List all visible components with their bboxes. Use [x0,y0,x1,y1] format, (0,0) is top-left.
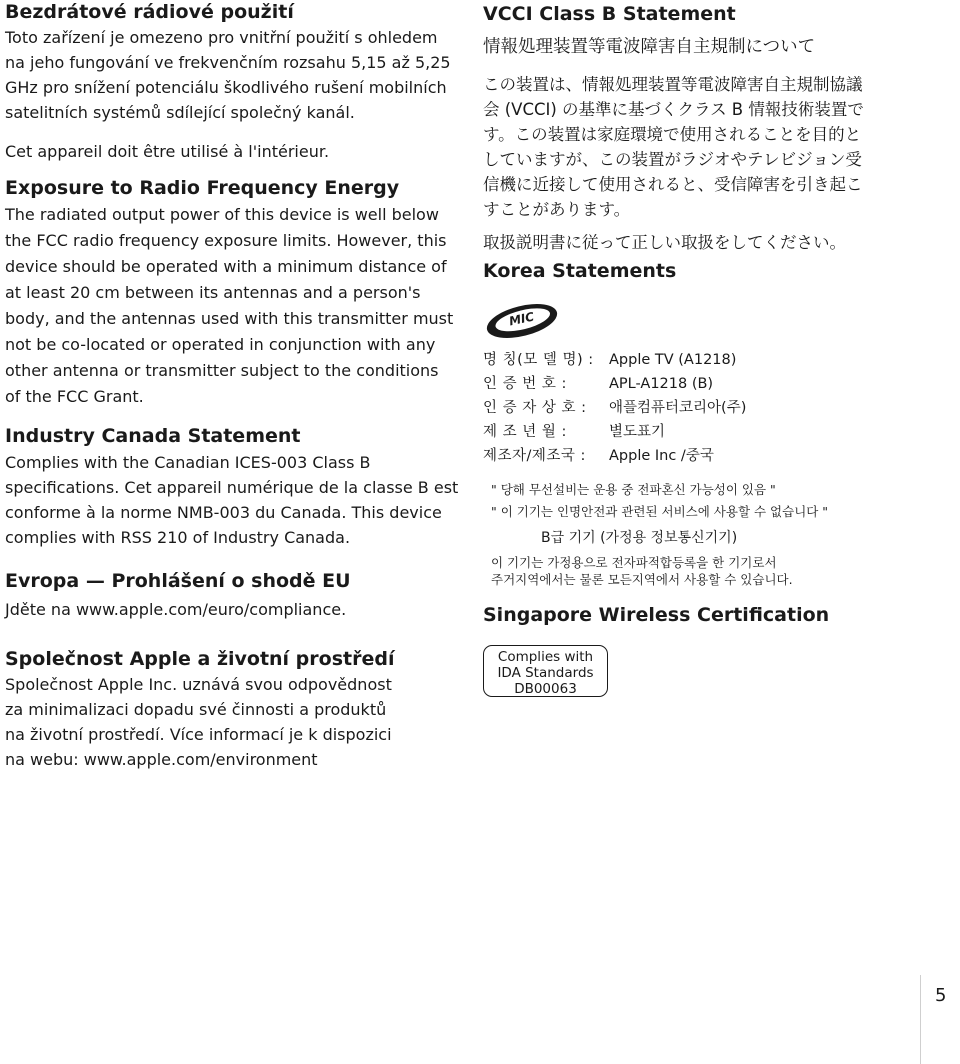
europe-line: Jděte na www.apple.com/euro/compliance. [5,600,347,619]
korea-class-title: B급 기기 (가정용 정보통신기기) [541,530,738,546]
korea-row [483,396,943,420]
environment-line: na životní prostředí. Více informací je k dispozici [5,725,392,744]
vcci-line: 会 (VCCI) の基準に基づくクラス B 情報技術装置で [483,100,864,119]
radio-french-line: Cet appareil doit être utilisé à l'intérieur. [5,142,330,161]
vcci-line: この装置は、情報処理装置等電波障害自主規制協議 [483,75,863,94]
ida-badge-line: DB00063 [514,681,577,697]
vcci-line: す。この装置は家庭環境で使用されることを目的と [483,125,862,144]
korea-row [483,348,943,372]
environment-section [5,647,460,772]
canada-section [5,424,460,550]
korea-class-line: 이 기기는 가정용으로 전자파적합등록을 한 기기로서 [491,555,777,570]
vcci-note: 取扱説明書に従って正しい取扱をしてください。 [483,233,846,252]
page-number-tab [920,975,960,1064]
exposure-line: other antenna or transmitter subject to the conditions [5,361,439,380]
mic-logo-text: MIC [507,309,536,329]
page-number: 5 [935,985,947,1006]
exposure-heading: Exposure to Radio Frequency Energy [5,177,400,199]
korea-row-value: APL-A1218 (B) [609,376,714,392]
korea-row-value: 별도표기 [609,424,666,440]
vcci-section [483,2,943,255]
exposure-section [5,176,460,410]
korea-row-label: 인 증 자 상 호 : [483,400,587,416]
korea-row-label: 제조자/제조국 : [483,448,586,464]
canada-heading: Industry Canada Statement [5,425,301,447]
vcci-line: していますが、この装置がラジオやテレビジョン受 [483,150,862,169]
europe-heading: Evropa — Prohlášení o shodě EU [5,570,351,592]
singapore-section [483,603,943,627]
singapore-heading: Singapore Wireless Certification [483,604,830,626]
korea-heading: Korea Statements [483,260,677,282]
korea-class-line: 주거지역에서는 물론 모든지역에서 사용할 수 있습니다. [491,572,793,587]
korea-row-value: Apple TV (A1218) [609,352,737,368]
environment-line: za minimalizaci dopadu své činnosti a produktů [5,700,387,719]
exposure-line: device should be operated with a minimum distance of [5,257,447,276]
ida-compliance-badge [483,645,608,697]
korea-row-value: 애플컴퓨터코리아(주) [609,400,747,416]
canada-line: specifications. Cet appareil numérique de la classe B est [5,478,459,497]
radio-line: satelitních systémů sdílející společný kanál. [5,103,355,122]
korea-row [483,372,943,396]
korea-info-table [483,348,943,468]
korea-row-label: 인 증 번 호 : [483,376,567,392]
korea-section [483,259,943,587]
canada-line: Complies with the Canadian ICES-003 Class B [5,453,371,472]
environment-line: na webu: www.apple.com/environment [5,750,318,769]
mic-logo-icon [483,295,561,347]
environment-heading: Společnost Apple a životní prostředí [5,648,395,670]
korea-row [483,444,943,468]
exposure-line: the FCC radio frequency exposure limits. However, this [5,231,447,250]
ida-badge-line: Complies with [497,649,594,665]
ida-badge-line: IDA Standards [497,665,594,681]
korea-quote-1: " 당해 무선설비는 운용 중 전파혼신 가능성이 있음 " [491,482,776,497]
vcci-line: 信機に近接して使用されると、受信障害を引き起こ [483,175,863,194]
exposure-line: of the FCC Grant. [5,387,144,406]
radio-heading: Bezdrátové rádiové použití [5,1,294,23]
canada-line: conforme à la norme NMB-003 du Canada. This device [5,503,442,522]
korea-row [483,420,943,444]
radio-line: GHz pro snížení potenciálu škodlivého rušení mobilních [5,78,447,97]
korea-row-label: 제 조 년 월 : [483,424,567,440]
korea-row-label: 명 칭(모 델 명) : [483,352,594,368]
radio-line: na jeho fungování ve frekvenčním rozsahu 5,15 až 5,25 [5,53,451,72]
korea-row-value: Apple Inc /중국 [609,448,714,464]
exposure-line: The radiated output power of this device is well below [5,205,439,224]
exposure-line: at least 20 cm between its antennas and a person's [5,283,421,302]
radio-section [5,0,460,164]
exposure-line: body, and the antennas used with this transmitter must [5,309,454,328]
canada-line: complies with RSS 210 of Industry Canada. [5,528,351,547]
vcci-line: すことがあります。 [483,200,631,219]
radio-line: Toto zařízení je omezeno pro vnitřní použití s ohledem [5,28,438,47]
vcci-heading: VCCI Class B Statement [483,3,736,25]
exposure-line: not be co-located or operated in conjunction with any [5,335,436,354]
vcci-subheading: 情報処理装置等電波障害自主規制について [483,37,816,57]
europe-section [5,569,460,622]
korea-quote-2: " 이 기기는 인명안전과 관련된 서비스에 사용할 수 없습니다 " [491,504,829,519]
environment-line: Společnost Apple Inc. uznává svou odpovědnost [5,675,392,694]
